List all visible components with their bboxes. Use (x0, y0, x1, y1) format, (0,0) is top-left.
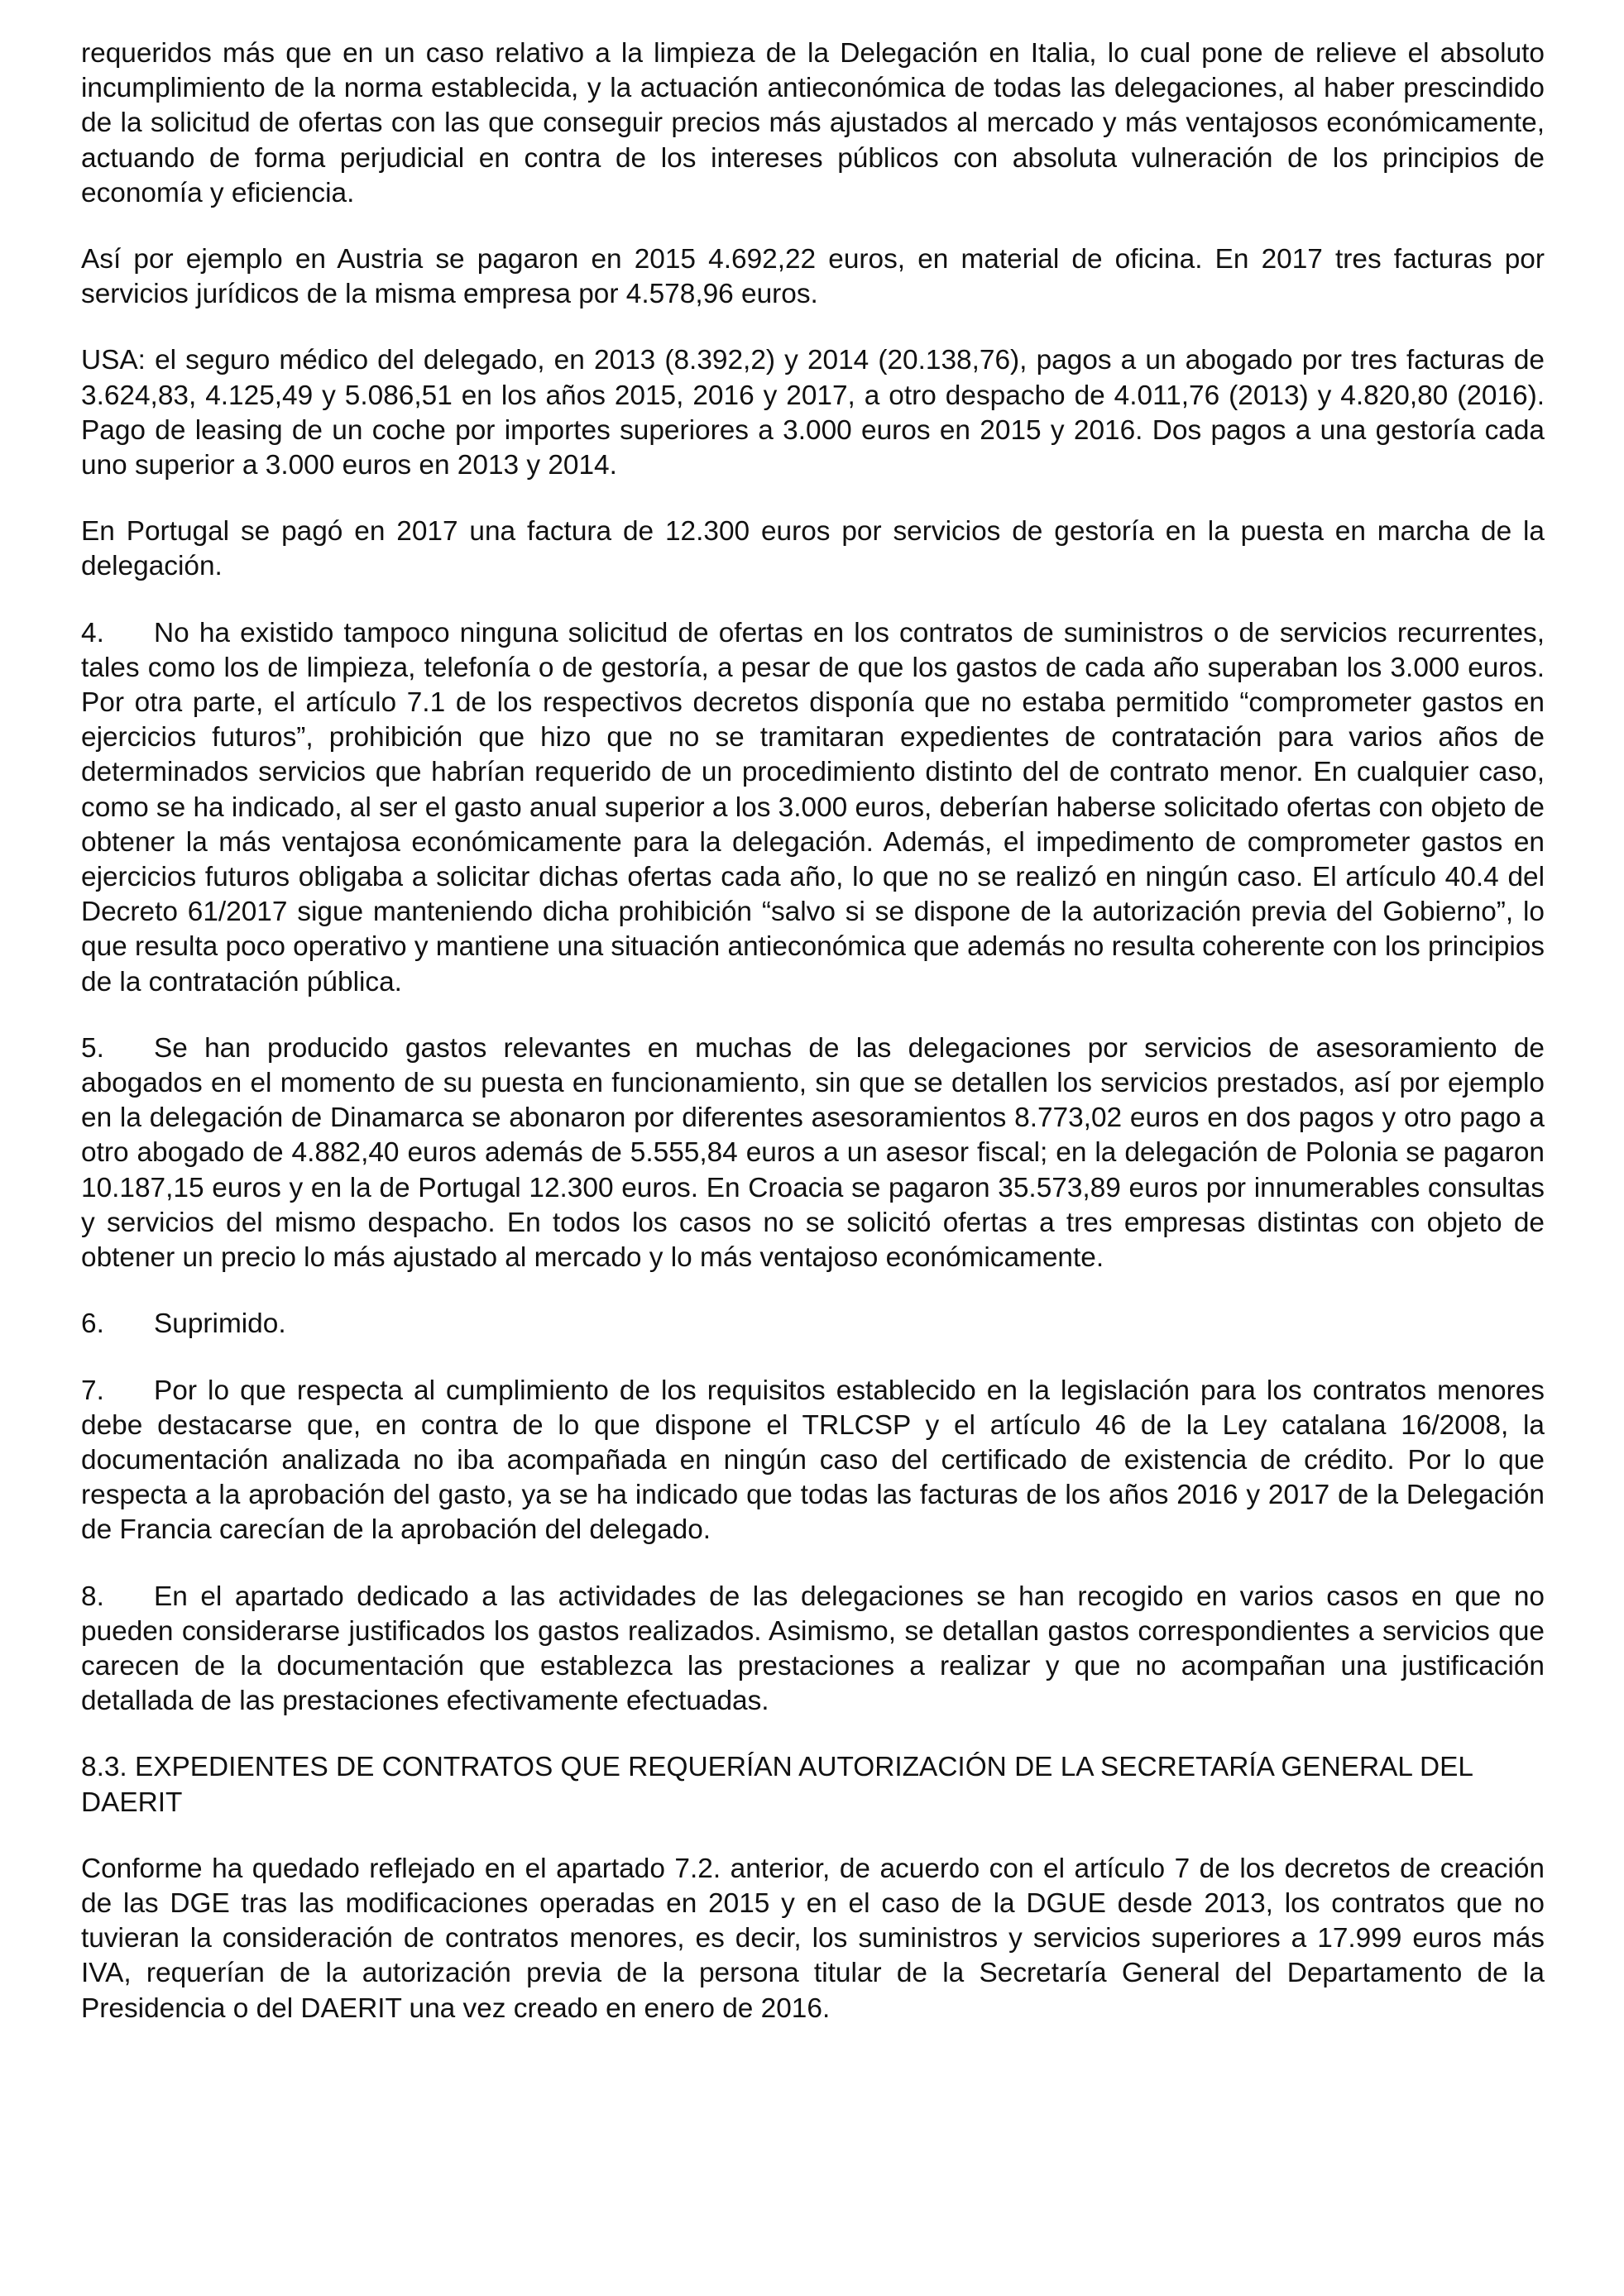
numbered-paragraph-5 (81, 1031, 1545, 1275)
numbered-paragraph-6 (81, 1307, 1545, 1342)
paragraph-text: Por lo que respecta al cumplimiento de los requisitos establecido en la legislación para los contratos menores debe destacarse que, en contra de lo que dispone el TRLCSP y el artículo 46 de la Ley catalana 16/2008, la documentación analizada no iba acompañada en ningún caso del certificado de existencia de crédito. Por lo que respecta a la aprobación del gasto, ya se ha indicado que todas las facturas de los años 2016 y 2017 de la Delegación de Francia carecían de la aprobación del delegado. (81, 1375, 1545, 1546)
numbered-paragraph-8 (81, 1580, 1545, 1720)
numbered-paragraph-4 (81, 616, 1545, 1000)
paragraph-number: 7. (81, 1375, 104, 1406)
paragraph-austria: Así por ejemplo en Austria se pagaron en 2015 4.692,22 euros, en material de oficina. En 2017 tres facturas por servicios jurídicos de la misma empresa por 4.578,96 euros. (81, 244, 1545, 310)
section-heading: 8.3. EXPEDIENTES DE CONTRATOS QUE REQUERÍAN AUTORIZACIÓN DE LA SECRETARÍA GENERAL DEL DAERIT (81, 1752, 1473, 1818)
paragraph-number: 5. (81, 1032, 104, 1064)
paragraph-number: 6. (81, 1308, 104, 1340)
paragraph-number: 4. (81, 617, 104, 648)
paragraph-number: 8. (81, 1581, 104, 1612)
paragraph-usa: USA: el seguro médico del delegado, en 2013 (8.392,2) y 2014 (20.138,76), pagos a un abogado por tres facturas de 3.624,83, 4.125,49 y 5.086,51 en los años 2015, 2016 y 2017, a otro despacho de 4.011,76 (2013) y 4.820,80 (2016). Pago de leasing de un coche por importes superiores a 3.000 euros en 2015 y 2016. Dos pagos a una gestoría cada uno superior a 3.000 euros en 2013 y 2014. (81, 345, 1545, 481)
document-page (81, 36, 1545, 2058)
paragraph-text: Se han producido gastos relevantes en muchas de las delegaciones por servicios de asesoramiento de abogados en el momento de su puesta en funcionamiento, sin que se detallen los servicios prestados, así por ejemplo en la delegación de Dinamarca se abonaron por diferentes asesoramientos 8.773,02 euros en dos pagos y otro pago a otro abogado de 4.882,40 euros además de 5.555,84 euros a un asesor fiscal; en la delegación de Polonia se pagaron 10.187,15 euros y en la de Portugal 12.300 euros. En Croacia se pagaron 35.573,89 euros por innumerables consultas y servicios del mismo despacho. En todos los casos no se solicitó ofertas a tres empresas distintas con objeto de obtener un precio lo más ajustado al mercado y lo más ventajoso económicamente. (81, 1032, 1545, 1274)
paragraph-italy-cleaning: requeridos más que en un caso relativo a la limpieza de la Delegación en Italia, lo cual pone de relieve el absoluto incumplimiento de la norma establecida, y la actuación antieconómica de todas las delegaciones, al haber prescindido de la solicitud de ofertas con las que conseguir precios más ajustados al mercado y más ventajosos económicamente, actuando de forma perjudicial en contra de los intereses públicos con absoluta vulneración de los principios de economía y eficiencia. (81, 38, 1545, 208)
numbered-paragraph-7 (81, 1374, 1545, 1548)
paragraph-text: Suprimido. (154, 1308, 286, 1340)
paragraph-final: Conforme ha quedado reflejado en el apartado 7.2. anterior, de acuerdo con el artículo 7 de los decretos de creación de las DGE tras las modificaciones operadas en 2015 y en el caso de la DGUE desde 2013, los contratos que no tuvieran la consideración de contratos menores, es decir, los suministros y servicios superiores a 17.999 euros más IVA, requerían de la autorización previa de la persona titular de la Secretaría General del Departamento de la Presidencia o del DAERIT una vez creado en enero de 2016. (81, 1853, 1545, 2024)
paragraph-text: No ha existido tampoco ninguna solicitud de ofertas en los contratos de suministros o de servicios recurrentes, tales como los de limpieza, telefonía o de gestoría, a pesar de que los gastos de cada año superaban los 3.000 euros. Por otra parte, el artículo 7.1 de los respectivos decretos disponía que no estaba permitido “comprometer gastos en ejercicios futuros”, prohibición que hizo que no se tramitaran expedientes de contratación para varios años de determinados servicios que habrían requerido de un procedimiento distinto del de contrato menor. En cualquier caso, como se ha indicado, al ser el gasto anual superior a los 3.000 euros, deberían haberse solicitado ofertas con objeto de obtener la más ventajosa económicamente para la delegación. Además, el impedimento de comprometer gastos en ejercicios futuros obligaba a solicitar dichas ofertas cada año, lo que no se realizó en ningún caso. El artículo 40.4 del Decreto 61/2017 sigue manteniendo dicha prohibición “salvo si se dispone de la autorización previa del Gobierno”, lo que resulta poco operativo y mantiene una situación antieconómica que además no resulta coherente con los principios de la contratación pública. (81, 617, 1545, 997)
paragraph-portugal: En Portugal se pagó en 2017 una factura de 12.300 euros por servicios de gestoría en la puesta en marcha de la delegación. (81, 516, 1545, 582)
paragraph-text: En el apartado dedicado a las actividades de las delegaciones se han recogido en varios casos en que no pueden considerarse justificados los gastos realizados. Asimismo, se detallan gastos correspondientes a servicios que carecen de la documentación que establezca las prestaciones a realizar y que no acompañan una justificación detallada de las prestaciones efectivamente efectuadas. (81, 1581, 1545, 1717)
